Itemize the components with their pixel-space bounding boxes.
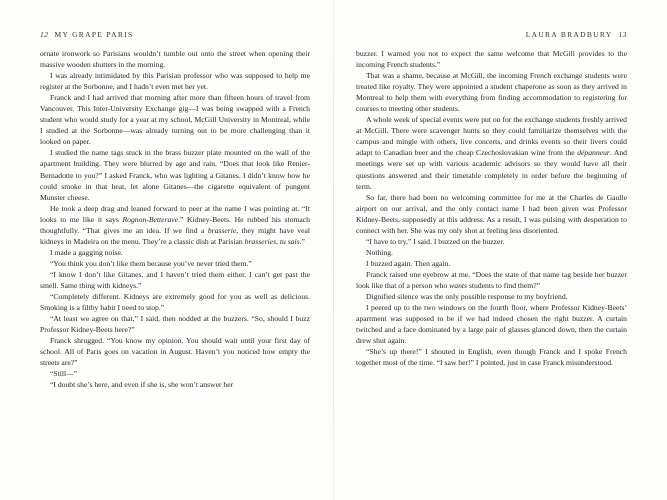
paragraph: He took a deep drag and leaned forward to peer at the name I was pointing at. “It looks to me like it says Rognon-Betterave.” Kidney-Beets. He rubbed his stomach thoughtfully. “That gives me an idea. If we find a brasserie, they might have veal kidneys in Madeira on the menu. They’re a classic dish at Parisian brasseries, tu sais.”	[40, 203, 310, 246]
paragraph: “I know I don’t like Gitanes, and I haven’t tried them either. I can’t get past the smell. Same thing with kidneys.”	[40, 269, 310, 290]
paragraph: “She’s up there!” I shouted in English, even though Franck and I spoke French together most of the time. “I saw her!” I pointed, just in case Franck misunderstood.	[356, 347, 627, 368]
paragraph: “I doubt she’s here, and even if she is, she won’t answer her	[50, 380, 234, 390]
paragraph: I buzzed again. Then again.	[366, 258, 451, 268]
paragraph: buzzer. I warned you not to expect the same welcome that McGill provides to the incoming French students.”	[356, 49, 627, 70]
left-header-title: MY GRAPE PARIS	[54, 30, 134, 39]
paragraph: A whole week of special events were put on for the exchange students freshly arrived at McGill. There were scavenger hunts so they could familiarize themselves with the campus and mingle with others, live concerts, and drinks events so their livers could adapt to Canadian beer and the cheap Czechoslovakian wine from the dépanneur. And meetings were set up with various academic advisors so they would have all their questions answered and their timetable completely in order before the beginning of term.	[356, 115, 628, 191]
right-header-title: LAURA BRADBURY	[525, 30, 613, 39]
paragraph: “At least we agree on that,” I said, then nodded at the buzzers. “So, should I buzz Professor Kidney-Beets here?”	[40, 314, 310, 335]
left-page	[0, 0, 333, 500]
right-page	[334, 0, 667, 500]
paragraph: I studied the name tags stuck in the brass buzzer plate mounted on the wall of the apartment building. They were blurred by age and rain. “Does that look like Renier-Bernadotte to you?” I asked Franck, who was lighting a Gitanes. I didn’t know how he could smoke in that heat, let alone Gitanes—the cigarette equivalent of pungent Munster cheese.	[40, 148, 310, 202]
paragraph: Franck raised one eyebrow at me. “Does the state of that name tag beside her buzzer look like that of a person who wants students to find them?”	[356, 269, 627, 290]
paragraph: “You think you don’t like them because you’ve never tried them.”	[50, 258, 252, 268]
paragraph: I made a gagging noise.	[50, 247, 123, 257]
paragraph: “I have to try,” I said. I buzzed on the buzzer.	[366, 236, 505, 246]
paragraph: Franck shrugged. “You know my opinion. You should wait until your first day of school. All of Paris goes on vacation in August. Haven’t you noticed how empty the streets are?”	[40, 336, 310, 368]
left-page-number: 12	[40, 30, 49, 39]
paragraph: ornate ironwork so Parisians wouldn’t tumble out onto the street when opening their massive wooden shutters in the morning.	[40, 49, 310, 70]
right-page-number: 13	[618, 30, 627, 39]
paragraph: That was a shame, because at McGill, the incoming French exchange students were treated like royalty. They were appointed a student chaperone as soon as they arrived in Montreal to help them with everything from finding accommodation to registering for courses to meeting other students.	[356, 71, 627, 114]
paragraph: Franck and I had arrived that morning after more than fifteen hours of travel from Vancouver. This Inter-University Exchange gig—I was being swapped with a French student who would study for a year at my school, McGill University in Montreal, while I studied at the Sorbonne—was already turning out to be more challenging than it looked on paper.	[40, 93, 310, 147]
right-page-body	[356, 48, 627, 368]
paragraph: I was already intimidated by this Parisian professor who was supposed to help me register at the Sorbonne, and I hadn’t even met her yet.	[40, 71, 310, 92]
paragraph: I peered up to the two windows on the fourth floor, where Professor Kidney-Beets’ apartment was supposed to be if we had indeed chosen the right buzzer. A curtain twitched and a face dominated by a large pair of glasses glanced down, then the curtain drew shut again.	[356, 303, 627, 346]
paragraph: “Still—”	[50, 369, 78, 379]
paragraph: Dignified silence was the only possible response to my boyfriend.	[366, 292, 568, 302]
left-running-header	[40, 30, 310, 48]
paragraph: So far, there had been no welcoming committee for me at the Charles de Gaulle airport on our arrival, and the only contact name I had been given was Professor Kidney-Beets, supposedly at this address. As a result, I was pulsing with desperation to connect with her. She was my only shot at feeling less disoriented.	[356, 192, 627, 235]
paragraph: Nothing.	[366, 247, 393, 257]
right-running-header	[356, 30, 627, 48]
left-page-body	[40, 48, 310, 390]
paragraph: “Completely different. Kidneys are extremely good for you as well as delicious. Smoking is a filthy habit I need to stop.”	[40, 292, 310, 313]
